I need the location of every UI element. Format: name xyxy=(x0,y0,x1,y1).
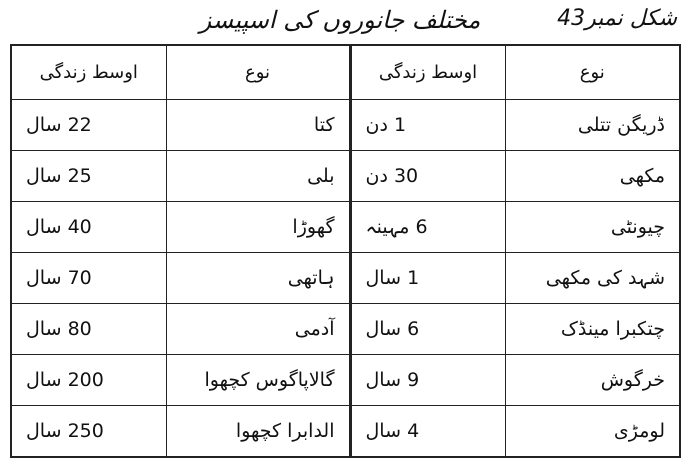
species-cell: چتکبرا مینڈک xyxy=(505,304,680,355)
species-cell: ڈریگن تتلی xyxy=(505,99,680,150)
lifespan-cell: 70 سال xyxy=(11,252,166,303)
species-cell: الدابرا کچھوا xyxy=(166,406,350,457)
table-row xyxy=(11,150,680,201)
lifespan-cell: 250 سال xyxy=(11,406,166,457)
column-header-lifespan: اوسط زندگی xyxy=(350,45,505,99)
figure-number: 43 xyxy=(557,6,586,31)
page-header xyxy=(0,0,689,44)
lifespan-cell: 25 سال xyxy=(11,150,166,201)
table-header-row xyxy=(11,45,680,99)
species-cell: خرگوش xyxy=(505,355,680,406)
table-row xyxy=(11,99,680,150)
table-row xyxy=(11,355,680,406)
figure-label xyxy=(557,6,677,31)
table-row xyxy=(11,406,680,457)
species-cell: ہاتھی xyxy=(166,252,350,303)
lifespan-table-container xyxy=(10,44,679,458)
species-cell: لومڑی xyxy=(505,406,680,457)
table-row xyxy=(11,252,680,303)
species-cell: گھوڑا xyxy=(166,201,350,252)
lifespan-cell: 6 سال xyxy=(350,304,505,355)
species-cell: مکھی xyxy=(505,150,680,201)
species-cell: کتا xyxy=(166,99,350,150)
lifespan-cell: 6 مہینہ xyxy=(350,201,505,252)
species-cell: شہد کی مکھی xyxy=(505,252,680,303)
page-title: مختلف جانوروں کی اسپیسز xyxy=(199,6,481,34)
lifespan-cell: 1 سال xyxy=(350,252,505,303)
lifespan-cell: 40 سال xyxy=(11,201,166,252)
column-header-species: نوع xyxy=(166,45,350,99)
lifespan-table xyxy=(10,44,681,458)
table-row xyxy=(11,201,680,252)
lifespan-cell: 80 سال xyxy=(11,304,166,355)
table-row xyxy=(11,304,680,355)
species-cell: چیونٹی xyxy=(505,201,680,252)
column-header-species: نوع xyxy=(505,45,680,99)
lifespan-cell: 200 سال xyxy=(11,355,166,406)
lifespan-cell: 4 سال xyxy=(350,406,505,457)
species-cell: بلی xyxy=(166,150,350,201)
species-cell: گالاپاگوس کچھوا xyxy=(166,355,350,406)
lifespan-cell: 22 سال xyxy=(11,99,166,150)
species-cell: آدمی xyxy=(166,304,350,355)
column-header-lifespan: اوسط زندگی xyxy=(11,45,166,99)
lifespan-cell: 9 سال xyxy=(350,355,505,406)
lifespan-cell: 1 دن xyxy=(350,99,505,150)
figure-label-text: شکل نمبر xyxy=(585,6,677,31)
lifespan-cell: 30 دن xyxy=(350,150,505,201)
